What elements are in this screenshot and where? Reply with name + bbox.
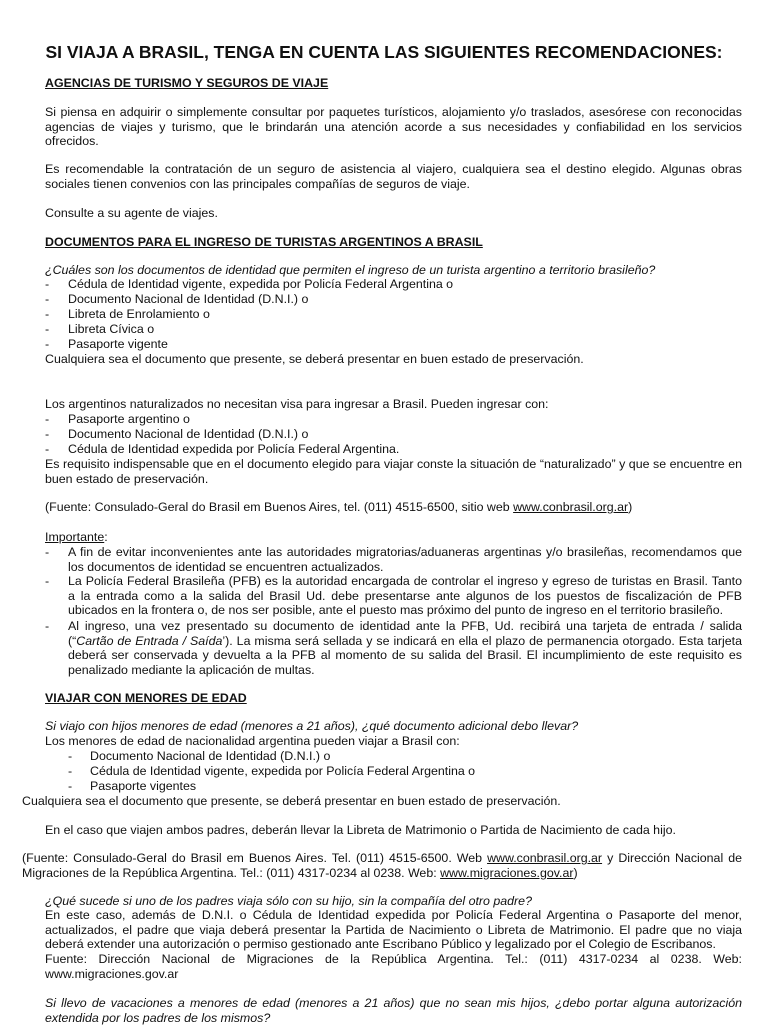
section-heading-agencias: AGENCIAS DE TURISMO Y SEGUROS DE VIAJE (45, 76, 329, 90)
link-migraciones[interactable]: www.migraciones.gov.ar (440, 865, 574, 880)
paragraph-consulte: Consulte a su agente de viajes. (45, 206, 218, 220)
question-hijos: Si viajo con hijos menores de edad (menores a 21 años), ¿qué documento adicional debo llevar? (45, 719, 579, 733)
section-heading-menores: VIAJAR CON MENORES DE EDAD (45, 691, 247, 705)
question-documentos: ¿Cuáles son los documentos de identidad que permiten el ingreso de un turista argentino a territorio brasileño? (45, 263, 656, 277)
source-consulado: (Fuente: Consulado-Geral do Brasil em Buenos Aires, tel. (011) 4515-6500, sitio web www.conbrasil.org.ar) (45, 500, 633, 514)
paragraph-agencias: Si piensa en adquirir o simplemente consultar por paquetes turísticos, alojamiento y/o traslados, asesórese con reconocidas agencias de viajes y turismo, que le brindarán una atención acorde a sus necesidades y confiabilidad en los servicios ofrecidos. (45, 105, 742, 149)
link-conbrasil[interactable]: www.conbrasil.org.ar (487, 851, 603, 865)
source-migraciones: Fuente: Dirección Nacional de Migraciones de la República Argentina. Tel.: (011) 4317-0234 al 0238. Web: www.migraciones.gov.ar (45, 952, 742, 981)
bullet-dash: - (45, 322, 50, 336)
paragraph-menores: Los menores de edad de nacionalidad argentina pueden viajar a Brasil con: (45, 734, 460, 748)
note-preservacion-menores: Cualquiera sea el documento que presente, se deberá presentar en buen estado de preservación. (22, 794, 561, 808)
bullet-dash: - (45, 412, 50, 426)
bullet-dash: - (45, 337, 50, 351)
bullet-dash: - (45, 619, 50, 633)
section-heading-documentos: DOCUMENTOS PARA EL INGRESO DE TURISTAS ARGENTINOS A BRASIL (45, 235, 483, 249)
question-no-hijos: Si llevo de vacaciones a menores de edad (menores a 21 años) que no sean mis hijos, ¿debo portar alguna autorización extendida por los padres de los mismos? (45, 996, 742, 1025)
question-un-padre: ¿Qué sucede si uno de los padres viaja sólo con su hijo, sin la compañía del otro padre? (45, 894, 532, 908)
note-preservacion: Cualquiera sea el documento que presente, se deberá presentar en buen estado de preservación. (45, 352, 584, 366)
bullet-dash: - (68, 764, 73, 778)
paragraph-un-padre: En este caso, además de D.N.I. o Cédula de Identidad expedida por Policía Federal Argentina o Pasaporte del menor, actualizados, el padre que viaja deberá presentar la Partida de Nacimiento o Libreta de Matrimonio. El padre que no viaja deberá extender una autorización o permiso gestionado ante Escribano Público y legalizado por el Colegio de Escribanos. (45, 908, 742, 952)
bullet-dash: - (68, 749, 73, 763)
note-naturalizado: Es requisito indispensable que en el documento elegido para viajar conste la situación de “naturalizado” y que se encuentre en buen estado de preservación. (45, 457, 742, 486)
paragraph-ambos-padres: En el caso que viajen ambos padres, deberán llevar la Libreta de Matrimonio o Partida de Nacimiento de cada hijo. (45, 823, 676, 837)
source-consulado-migraciones: (Fuente: Consulado-Geral do Brasil em Buenos Aires. Tel. (011) 4515-6500. Web www.conbrasil.org.ar y Dirección Nacional de Migraciones de la República Argentina. Tel.: (011) 4317-0234 al 0238. Web: www.migraciones.gov.ar) (22, 851, 742, 880)
bullet-dash: - (45, 427, 50, 441)
bullet-dash: - (45, 545, 50, 559)
bullet-dash: - (45, 442, 50, 456)
bullet-dash: - (45, 277, 50, 291)
bullet-dash: - (45, 292, 50, 306)
page-title: SI VIAJA A BRASIL, TENGA EN CUENTA LAS SIGUIENTES RECOMENDACIONES: (45, 42, 723, 62)
paragraph-seguro: Es recomendable la contratación de un seguro de asistencia al viajero, cualquiera sea el destino elegido. Algunas obras sociales tienen convenios con las principales compañías de seguros de viaje. (45, 162, 742, 191)
document-page: SI VIAJA A BRASIL, TENGA EN CUENTA LAS SIGUIENTES RECOMENDACIONES: AGENCIAS DE TURISMO Y SEGUROS DE VIAJE Si piensa en adquirir o simplemente consultar por paquetes turísticos, alojamiento y/o traslados, asesórese con reconocidas agencias de viajes y turismo, que le brindarán una atención acorde a sus necesidades y confiabilidad en los servicios ofrecidos. Es recomendable la contratación de un seguro de asistencia al viajero, cualquiera sea el destino elegido. Algunas obras sociales tienen convenios con las principales compañías de seguros de viaje. Consulte a su agente de viajes. DOCUMENTOS PARA EL INGRESO DE TURISTAS ARGENTINOS A BRASIL ¿Cuáles son los documentos de identidad que permiten el ingreso de un turista argentino a territorio brasileño? - Cédula de Identidad vigente, expedida por Policía Federal Argentina o - Documento Nacional de Identidad (D.N.I.) o - Libreta de Enrolamiento o - Libreta Cívica o - Pasaporte vigente Cualquiera sea el documento que presente, se deberá presentar en buen estado de preservación. Los argentinos naturalizados no necesitan visa para ingresar a Brasil. Pueden ingresar con: - Pasaporte argentino o - Documento Nacional de Identidad (D.N.I.) o - Cédula de Identidad expedida por Policía Federal Argentina. Es requisito indispensable que en el documento elegido para viajar conste la situación de “naturalizado” y que se encuentre en buen estado de preservación. (Fuente: Consulado-Geral do Brasil em Buenos Aires, tel. (011) 4515-6500, sitio web www.conbrasil.org.ar) Importante: - A fin de evitar inconvenientes ante las autoridades migratorias/aduaneras argentinas y/o brasileñas, recomendamos que los documentos de identidad se encuentren actualizados. - La Policía Federal Brasileña (PFB) es la autoridad encargada de controlar el ingreso y egreso de turistas en Brasil. Tanto a la entrada como a la salida del Brasil Ud. debe presentarse ante algunos de los puestos de fiscalización de PFB ubicados en la frontera o, de nos ser posible, ante el puesto mas próximo del punto de ingreso en el territorio brasileño. - Al ingreso, una vez presentado su documento de identidad ante la PFB, Ud. recibirá una tarjeta de entrada / salida (“Cartão de Entrada / Saída’). La misma será sellada y se indicará en ella el plazo de permanencia otorgado. Esta tarjeta deberá ser conservada y devuelta a la PFB al momento de su salida del Brasil. El incumplimiento de este requisito es penalizado mediante la aplicación de multas. VIAJAR CON MENORES DE EDAD Si viajo con hijos menores de edad (menores a 21 años), ¿qué documento adicional debo llevar? Los menores de edad de nacionalidad argentina pueden viajar a Brasil con: - Documento Nacional de Identidad (D.N.I.) o - Cédula de Identidad vigente, expedida por Policía Federal Argentina o - Pasaporte vigentes Cualquiera sea el documento que presente, se deberá presentar en buen estado de preservación. En el caso que viajen ambos padres, deberán llevar la Libreta de Matrimonio o Partida de Nacimiento de cada hijo. (Fuente: Consulado-Geral do Brasil em Buenos Aires. Tel. (011) 4515-6500. Web www.conbrasil.org.ar y Dirección Nacional de Migraciones de la República Argentina. Tel.: (011) 4317-0234 al 0238. Web: www.migraciones.gov.ar) ¿Qué sucede si uno de los padres viaja sólo con su hijo, sin la compañía del otro padre? En este caso, además de D.N.I. o Cédula de Identidad expedida por Policía Federal Argentina o Pasaporte del menor, actualizados, el padre que viaja deberá presentar la Partida de Nacimiento o Libreta de Matrimonio. El padre que no viaja deberá extender una autorización o permiso gestionado ante Escribano Público y legalizado por el Colegio de Escribanos. Fuente: Dirección Nacional de Migraciones de la República Argentina. Tel.: (011) 4317-0234 al 0238. Web: www.migraciones.gov.ar Si llevo de vacaciones a menores de edad (menores a 21 años) que no sean mis hijos, ¿debo portar alguna autorización extendida por los padres de los mismos? (0, 0, 768, 1024)
important-label: Importante: (45, 530, 108, 544)
bullet-dash: - (45, 574, 50, 588)
bullet-dash: - (45, 307, 50, 321)
bullet-dash: - (68, 779, 73, 793)
link-conbrasil[interactable]: www.conbrasil.org.ar (513, 500, 629, 514)
paragraph-naturalizados: Los argentinos naturalizados no necesitan visa para ingresar a Brasil. Pueden ingresar con: (45, 397, 549, 411)
